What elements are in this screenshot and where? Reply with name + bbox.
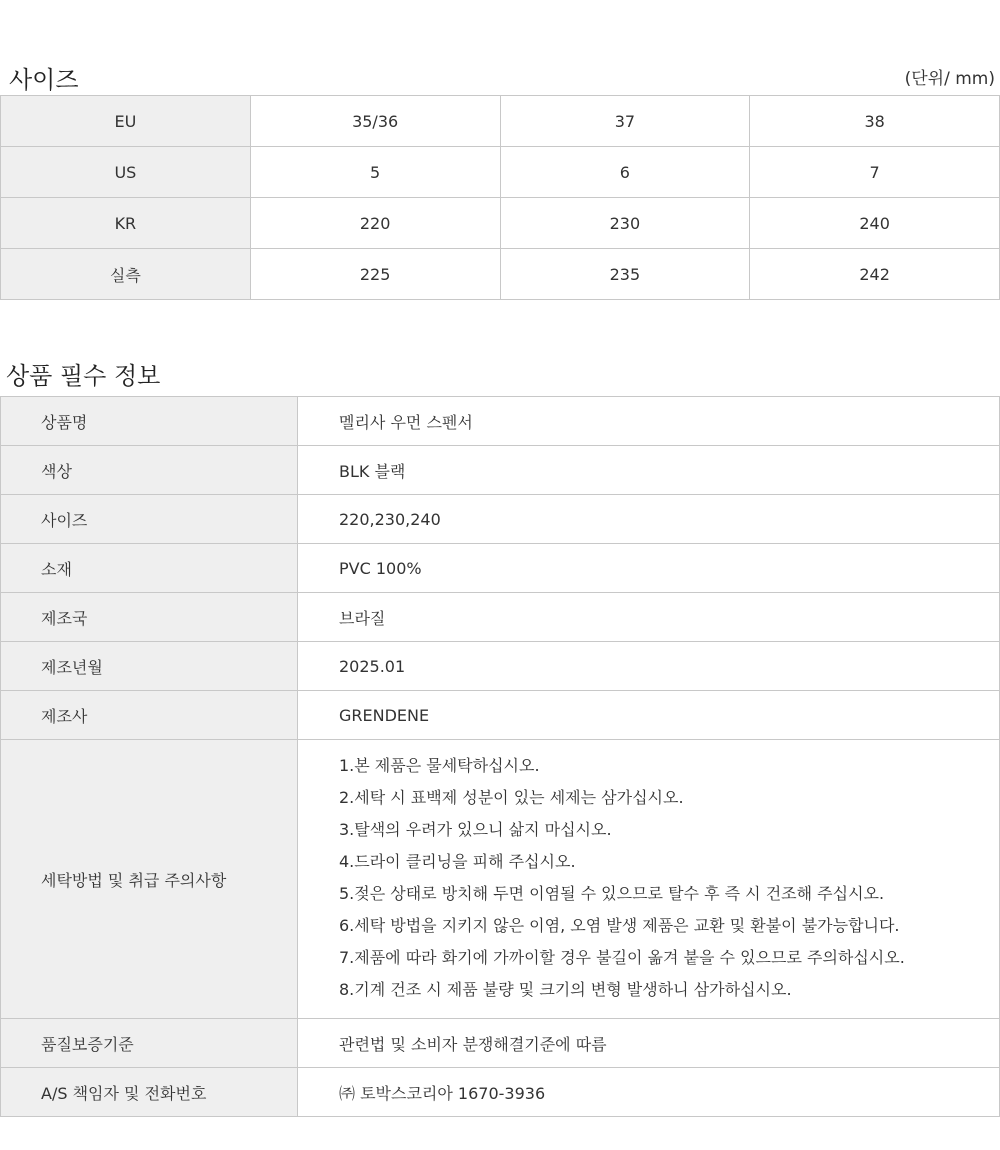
info-label: 색상 xyxy=(1,446,298,495)
care-row xyxy=(1,740,1000,1019)
info-label: 제조사 xyxy=(1,691,298,740)
info-row xyxy=(1,1068,1000,1117)
size-cell: 37 xyxy=(500,96,750,147)
info-row xyxy=(1,544,1000,593)
size-cell: 7 xyxy=(750,147,1000,198)
size-cell: 5 xyxy=(250,147,500,198)
size-cell: 38 xyxy=(750,96,1000,147)
info-value: 브라질 xyxy=(298,593,1000,642)
size-row-label: EU xyxy=(1,96,251,147)
info-value: 2025.01 xyxy=(298,642,1000,691)
size-cell: 220 xyxy=(250,198,500,249)
info-value: 멜리사 우먼 스펜서 xyxy=(298,397,1000,446)
info-label: 상품명 xyxy=(1,397,298,446)
info-row xyxy=(1,397,1000,446)
care-item: 6.세탁 방법을 지키지 않은 이염, 오염 발생 제품은 교환 및 환불이 불가능합니다. xyxy=(339,916,900,935)
info-row xyxy=(1,495,1000,544)
size-row-kr xyxy=(1,198,1000,249)
size-cell: 230 xyxy=(500,198,750,249)
size-cell: 242 xyxy=(750,249,1000,300)
care-label: 세탁방법 및 취급 주의사항 xyxy=(1,740,298,1019)
size-row-label: KR xyxy=(1,198,251,249)
care-item: 5.젖은 상태로 방치해 두면 이염될 수 있으므로 탈수 후 즉 시 건조해 주십시오. xyxy=(339,884,885,903)
care-item: 1.본 제품은 물세탁하십시오. xyxy=(339,756,540,775)
info-value: PVC 100% xyxy=(298,544,1000,593)
info-row xyxy=(1,1019,1000,1068)
care-item: 3.탈색의 우려가 있으니 삶지 마십시오. xyxy=(339,820,612,839)
size-row-us xyxy=(1,147,1000,198)
care-item: 7.제품에 따라 화기에 가까이할 경우 불길이 옮겨 붙을 수 있으므로 주의하십시오. xyxy=(339,948,905,967)
info-row xyxy=(1,691,1000,740)
info-value: 관련법 및 소비자 분쟁해결기준에 따름 xyxy=(298,1019,1000,1068)
care-instructions xyxy=(298,740,1000,1019)
size-section-title: 사이즈 xyxy=(9,66,79,94)
info-section-title: 상품 필수 정보 xyxy=(6,362,161,390)
size-row-label: US xyxy=(1,147,251,198)
size-unit-label: (단위/ mm) xyxy=(904,69,995,89)
size-cell: 240 xyxy=(750,198,1000,249)
info-value: GRENDENE xyxy=(298,691,1000,740)
size-table xyxy=(0,95,1000,300)
size-row-label: 실측 xyxy=(1,249,251,300)
info-label: 제조국 xyxy=(1,593,298,642)
care-item: 2.세탁 시 표백제 성분이 있는 세제는 삼가십시오. xyxy=(339,788,684,807)
care-list xyxy=(339,740,999,1018)
info-value: ㈜ 토박스코리아 1670-3936 xyxy=(298,1068,1000,1117)
size-row-eu xyxy=(1,96,1000,147)
size-row-measured xyxy=(1,249,1000,300)
size-cell: 6 xyxy=(500,147,750,198)
info-row xyxy=(1,593,1000,642)
info-value: BLK 블랙 xyxy=(298,446,1000,495)
info-label: 품질보증기준 xyxy=(1,1019,298,1068)
size-cell: 35/36 xyxy=(250,96,500,147)
size-cell: 235 xyxy=(500,249,750,300)
size-cell: 225 xyxy=(250,249,500,300)
info-label: 사이즈 xyxy=(1,495,298,544)
info-label: 제조년월 xyxy=(1,642,298,691)
care-item: 4.드라이 클리닝을 피해 주십시오. xyxy=(339,852,576,871)
product-info-table xyxy=(0,396,1000,1117)
info-row xyxy=(1,642,1000,691)
info-label: A/S 책임자 및 전화번호 xyxy=(1,1068,298,1117)
info-value: 220,230,240 xyxy=(298,495,1000,544)
info-label: 소재 xyxy=(1,544,298,593)
info-row xyxy=(1,446,1000,495)
care-item: 8.기계 건조 시 제품 불량 및 크기의 변형 발생하니 삼가하십시오. xyxy=(339,980,792,999)
